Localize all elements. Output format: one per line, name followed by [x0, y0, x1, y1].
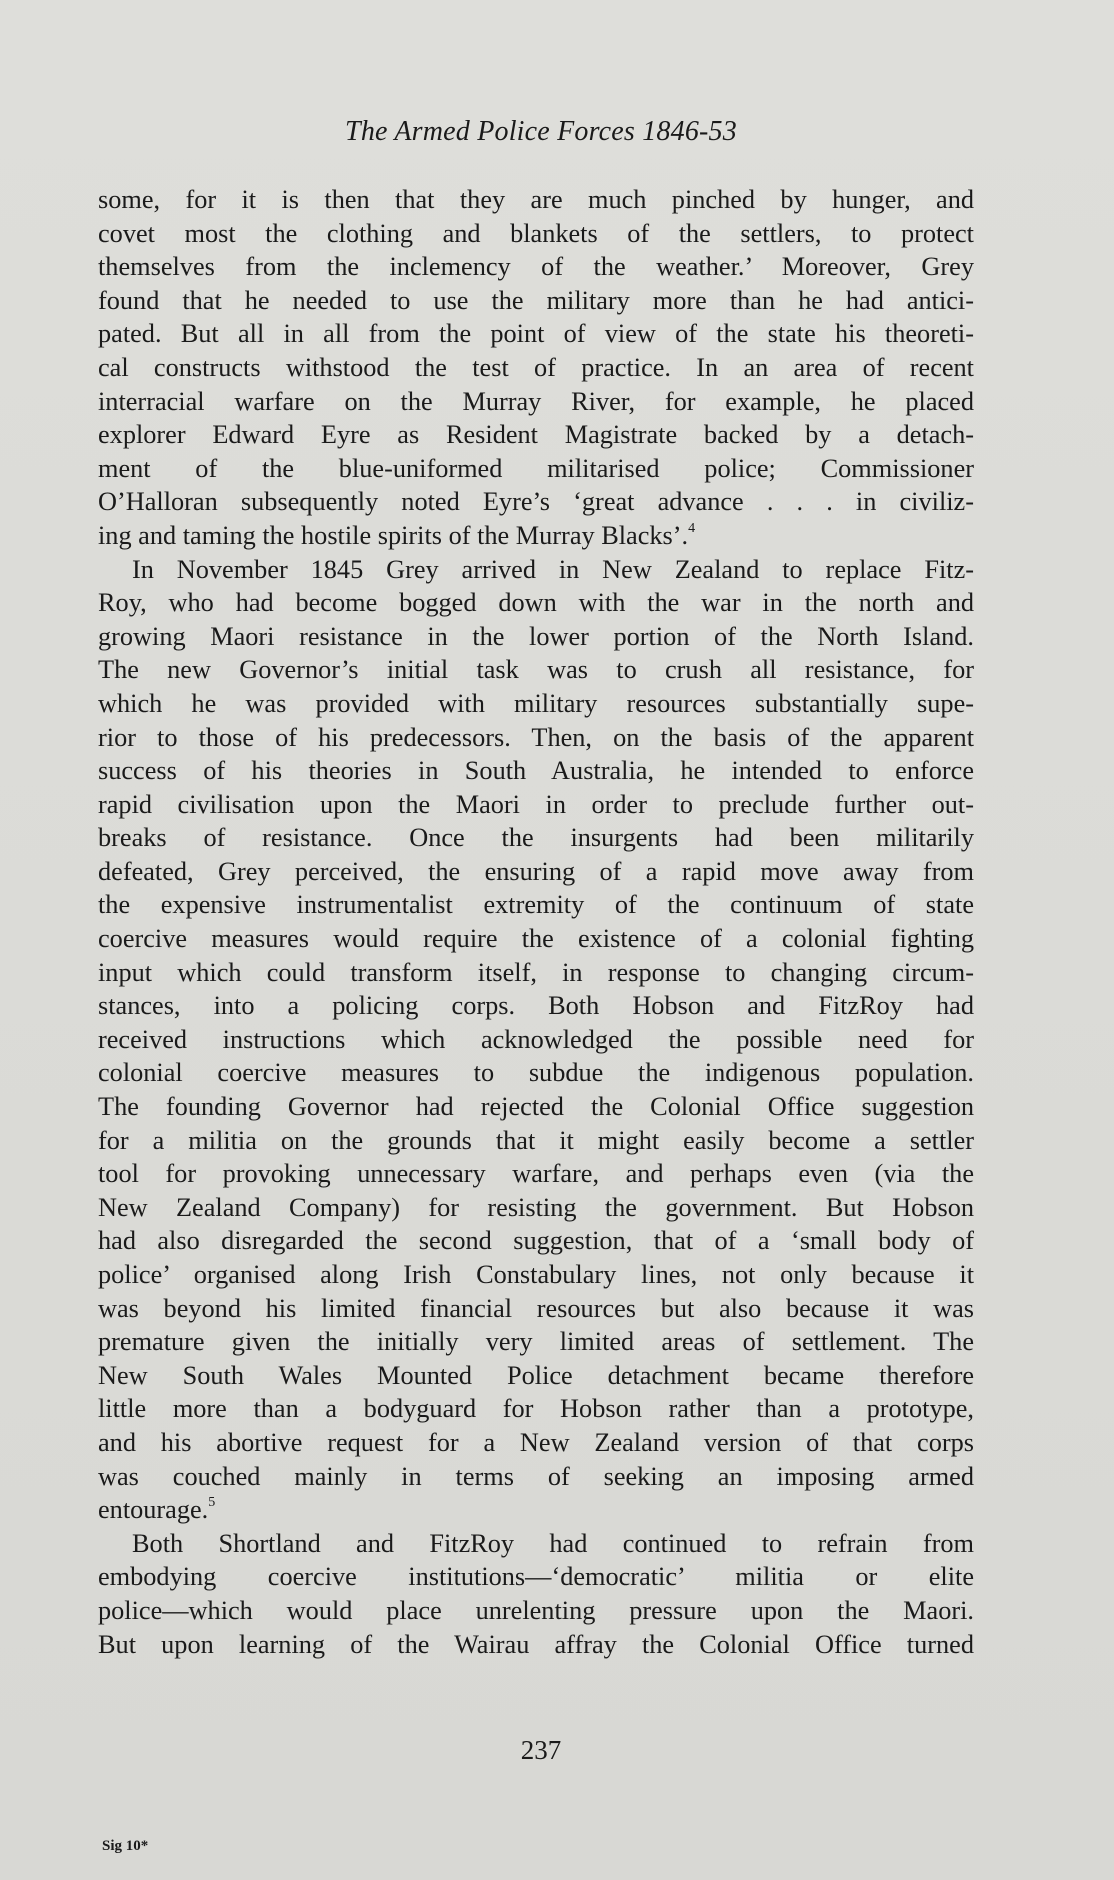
text-line — [98, 1527, 974, 1561]
line-text: police’ organised along Irish Constabulary lines, not only because it — [98, 1260, 974, 1289]
text-line — [98, 183, 974, 217]
line-text: police—which would place unrelenting pressure upon the Maori. — [98, 1595, 974, 1625]
line-text: embodying coercive institutions—‘democratic’ militia or elite — [98, 1562, 974, 1592]
text-line — [98, 1392, 974, 1426]
line-text: premature given the initially very limited areas of settlement. The — [98, 1327, 974, 1357]
line-text: some, for it is then that they are much pinched by hunger, and — [98, 185, 974, 214]
line-text: interracial warfare on the Murray River, for example, he placed — [98, 386, 974, 416]
line-text: In November 1845 Grey arrived in New Zealand to replace Fitz- — [132, 554, 974, 584]
text-line — [98, 653, 974, 687]
text-line — [98, 1426, 974, 1460]
line-text: growing Maori resistance in the lower portion of the North Island. — [98, 621, 974, 651]
text-line — [98, 989, 974, 1023]
line-text: Both Shortland and FitzRoy had continued to refrain from — [132, 1528, 974, 1558]
footnote-marker[interactable]: 4 — [688, 520, 696, 536]
line-text: New South Wales Mounted Police detachment became therefore — [98, 1360, 974, 1390]
line-text: But upon learning of the Wairau affray the Colonial Office turned — [98, 1629, 974, 1659]
paragraph-p2 — [98, 553, 974, 1527]
text-line — [98, 1258, 974, 1292]
text-line — [98, 1090, 974, 1124]
line-text: success of his theories in South Australia, he intended to enforce — [98, 756, 974, 786]
paragraph-p1 — [98, 183, 974, 553]
line-text: ing and taming the hostile spirits of the Murray Blacks’. — [98, 520, 689, 550]
text-line — [98, 922, 974, 956]
text-line — [98, 284, 974, 318]
text-line — [98, 1023, 974, 1057]
text-line — [98, 1191, 974, 1225]
text-line — [98, 788, 974, 822]
running-head: The Armed Police Forces 1846-53 — [345, 116, 737, 147]
text-line — [98, 1124, 974, 1158]
line-text: received instructions which acknowledged the possible need for — [98, 1024, 974, 1054]
line-text: and his abortive request for a New Zealand version of that corps — [98, 1427, 974, 1457]
line-text: The new Governor’s initial task was to crush all resistance, for — [98, 655, 974, 685]
line-text: for a militia on the grounds that it might easily become a settler — [98, 1125, 974, 1155]
page-number: 237 — [520, 1735, 562, 1765]
text-line — [98, 855, 974, 889]
text-line — [98, 888, 974, 922]
line-text: colonial coercive measures to subdue the indigenous population. — [98, 1058, 974, 1088]
text-line — [98, 754, 974, 788]
text-line — [98, 620, 974, 654]
text-line — [98, 317, 974, 351]
text-line — [98, 821, 974, 855]
text-line — [98, 1628, 974, 1662]
text-line — [98, 351, 974, 385]
text-line — [98, 1493, 974, 1527]
line-text: O’Halloran subsequently noted Eyre’s ‘great advance . . . in civiliz- — [98, 487, 974, 517]
line-text: which he was provided with military resources substantially supe- — [98, 688, 974, 718]
line-text: defeated, Grey perceived, the ensuring of a rapid move away from — [98, 856, 974, 886]
text-line — [98, 1224, 974, 1258]
body-text — [98, 183, 974, 1661]
line-text: breaks of resistance. Once the insurgents had been militarily — [98, 823, 974, 853]
line-text: found that he needed to use the military more than he had antici- — [98, 285, 974, 315]
text-line — [98, 250, 974, 284]
line-text: input which could transform itself, in response to changing circum- — [98, 957, 974, 987]
line-text: rior to those of his predecessors. Then, on the basis of the apparent — [98, 722, 974, 752]
line-text: coercive measures would require the existence of a colonial fighting — [98, 924, 974, 954]
line-text: little more than a bodyguard for Hobson rather than a prototype, — [98, 1394, 974, 1424]
signature-mark: Sig 10* — [102, 1838, 149, 1854]
line-text: the expensive instrumentalist extremity of the continuum of state — [98, 890, 974, 920]
line-text: covet most the clothing and blankets of the settlers, to protect — [98, 218, 974, 248]
text-line — [98, 385, 974, 419]
line-text: ment of the blue-uniformed militarised police; Commissioner — [98, 453, 974, 483]
line-text: cal constructs withstood the test of practice. In an area of recent — [98, 352, 974, 382]
text-line — [98, 1560, 974, 1594]
text-line — [98, 1292, 974, 1326]
line-text: was couched mainly in terms of seeking an imposing armed — [98, 1461, 974, 1491]
text-line — [98, 687, 974, 721]
text-line — [98, 1594, 974, 1628]
text-line — [98, 217, 974, 251]
line-text: was beyond his limited financial resources but also because it was — [98, 1293, 974, 1323]
line-text: Roy, who had become bogged down with the war in the north and — [98, 588, 974, 618]
footnote-marker[interactable]: 5 — [208, 1495, 216, 1511]
text-line — [98, 553, 974, 587]
line-text: stances, into a policing corps. Both Hobson and FitzRoy had — [98, 991, 974, 1021]
text-line — [98, 1056, 974, 1090]
line-text: New Zealand Company) for resisting the government. But Hobson — [98, 1192, 974, 1222]
text-line — [98, 485, 974, 519]
paragraph-p3 — [98, 1527, 974, 1661]
text-line — [98, 452, 974, 486]
line-text: had also disregarded the second suggestion, that of a ‘small body of — [98, 1226, 974, 1256]
text-line — [98, 1460, 974, 1494]
text-line — [98, 721, 974, 755]
text-line — [98, 956, 974, 990]
text-line — [98, 1359, 974, 1393]
line-text: pated. But all in all from the point of view of the state his theoreti- — [98, 319, 974, 349]
line-text: The founding Governor had rejected the Colonial Office suggestion — [98, 1092, 974, 1122]
line-text: rapid civilisation upon the Maori in order to preclude further out- — [98, 789, 974, 819]
text-line — [98, 1325, 974, 1359]
text-line — [98, 586, 974, 620]
text-line — [98, 519, 974, 553]
line-text: explorer Edward Eyre as Resident Magistrate backed by a detach- — [98, 420, 974, 450]
text-line — [98, 418, 974, 452]
line-text: themselves from the inclemency of the weather.’ Moreover, Grey — [98, 252, 974, 282]
text-line — [98, 1157, 974, 1191]
line-text: tool for provoking unnecessary warfare, and perhaps even (via the — [98, 1159, 974, 1189]
line-text: entourage. — [98, 1495, 209, 1525]
